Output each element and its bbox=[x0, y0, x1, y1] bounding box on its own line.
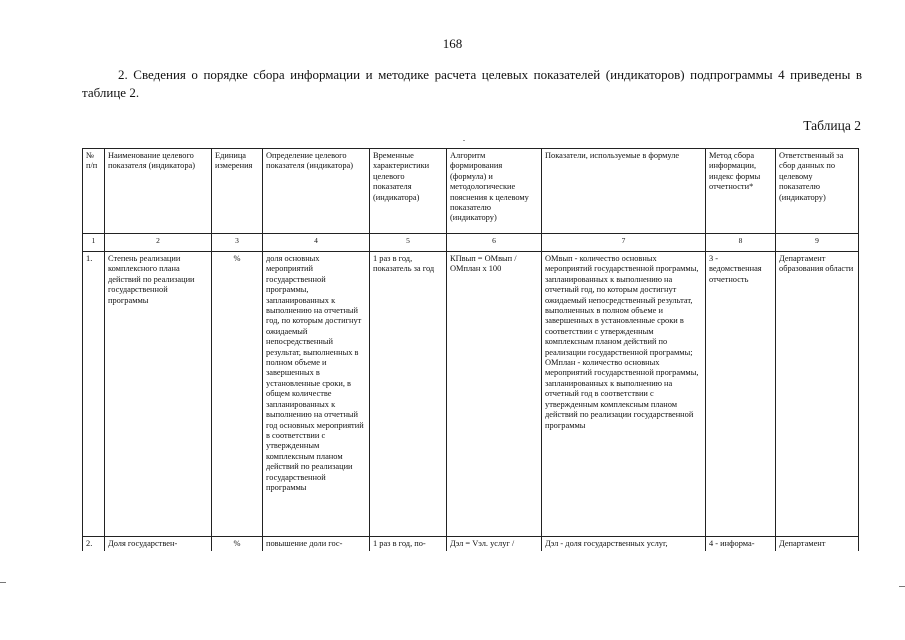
row-definition: доля основных мероприятий государственной программы, запланированных к выполнению на отчетный год, по которым достигнут ожидаемый непосредственный результат, выполненных в полном объеме и завершенных в установленные сроки, в общем количестве запланированных к выполнению на отчетный год основных мероприятий в соответствии с утвержденным комплексным планом действий по реализации государственной программы bbox=[263, 252, 370, 537]
table-caption: Таблица 2 bbox=[803, 118, 861, 133]
row-name: Степень реализации комплексного плана действий по реализации государственной программы bbox=[105, 252, 212, 537]
row-responsible: Департамент образования области bbox=[776, 252, 859, 537]
column-number: 6 bbox=[447, 234, 542, 252]
column-number: 8 bbox=[706, 234, 776, 252]
header-row bbox=[83, 149, 859, 234]
row-method: 4 - информа- bbox=[706, 537, 776, 552]
column-number-row bbox=[83, 234, 859, 252]
header-cell-method: Метод сбора информации, индекс формы отчетности* bbox=[706, 149, 776, 234]
header-cell-time: Временные характеристики целевого показателя (индикатора) bbox=[370, 149, 447, 234]
header-cell-definition: Определение целевого показателя (индикатора) bbox=[263, 149, 370, 234]
header-cell-unit: Единица измерения bbox=[212, 149, 263, 234]
scan-speck bbox=[463, 140, 465, 141]
column-number: 1 bbox=[83, 234, 105, 252]
header-cell-responsible: Ответственный за сбор данных по целевому показателю (индикатору) bbox=[776, 149, 859, 234]
header-cell-formula: Алгоритм формирования (формула) и методологические пояснения к целевому показателю (индикатору) bbox=[447, 149, 542, 234]
column-number: 5 bbox=[370, 234, 447, 252]
column-number: 4 bbox=[263, 234, 370, 252]
row-unit: % bbox=[212, 252, 263, 537]
page-number: 168 bbox=[442, 36, 463, 51]
row-indicators: Дэл - доля государственных услуг, bbox=[542, 537, 706, 552]
column-number: 3 bbox=[212, 234, 263, 252]
table-row bbox=[83, 537, 859, 552]
row-time: 1 раз в год, по- bbox=[370, 537, 447, 552]
row-responsible: Департамент bbox=[776, 537, 859, 552]
row-num: 2. bbox=[83, 537, 105, 552]
row-formula: КПвып = ОМвып / ОМплан х 100 bbox=[447, 252, 542, 537]
row-definition: повышение доли гос- bbox=[263, 537, 370, 552]
column-number: 9 bbox=[776, 234, 859, 252]
indicators-table bbox=[82, 148, 859, 551]
row-indicators: ОМвып - количество основных мероприятий государственной программы, запланированных к выполнению на отчетный год, по которым достигнут ожидаемый непосредственный результат, выполненных в полном объеме и завершенных в установленные сроки в соответствии с утвержденным комплексным планом действий по реализации государственной программы; ОМплан - количество основных мероприятий государственной программы, запланированных к выполнению на отчетный год в соответствии с утвержденным комплексным планом действий по реализации государственной программы bbox=[542, 252, 706, 537]
header-cell-indicators: Показатели, используемые в формуле bbox=[542, 149, 706, 234]
column-number: 7 bbox=[542, 234, 706, 252]
scan-edge-mark bbox=[0, 582, 6, 583]
row-method: 3 - ведомственная отчетность bbox=[706, 252, 776, 537]
row-formula: Дэл = Vэл. услуг / bbox=[447, 537, 542, 552]
row-unit: % bbox=[212, 537, 263, 552]
row-num: 1. bbox=[83, 252, 105, 537]
header-cell-num: № п/п bbox=[83, 149, 105, 234]
intro-paragraph: 2. Сведения о порядке сбора информации и методике расчета целевых показателей (индикаторов) подпрограммы 4 приведены в таблице 2. bbox=[82, 67, 862, 100]
row-name: Доля государствен- bbox=[105, 537, 212, 552]
table-row bbox=[83, 252, 859, 537]
scan-edge-mark bbox=[899, 586, 905, 587]
column-number: 2 bbox=[105, 234, 212, 252]
header-cell-name: Наименование целевого показателя (индикатора) bbox=[105, 149, 212, 234]
row-time: 1 раз в год, показатель за год bbox=[370, 252, 447, 537]
